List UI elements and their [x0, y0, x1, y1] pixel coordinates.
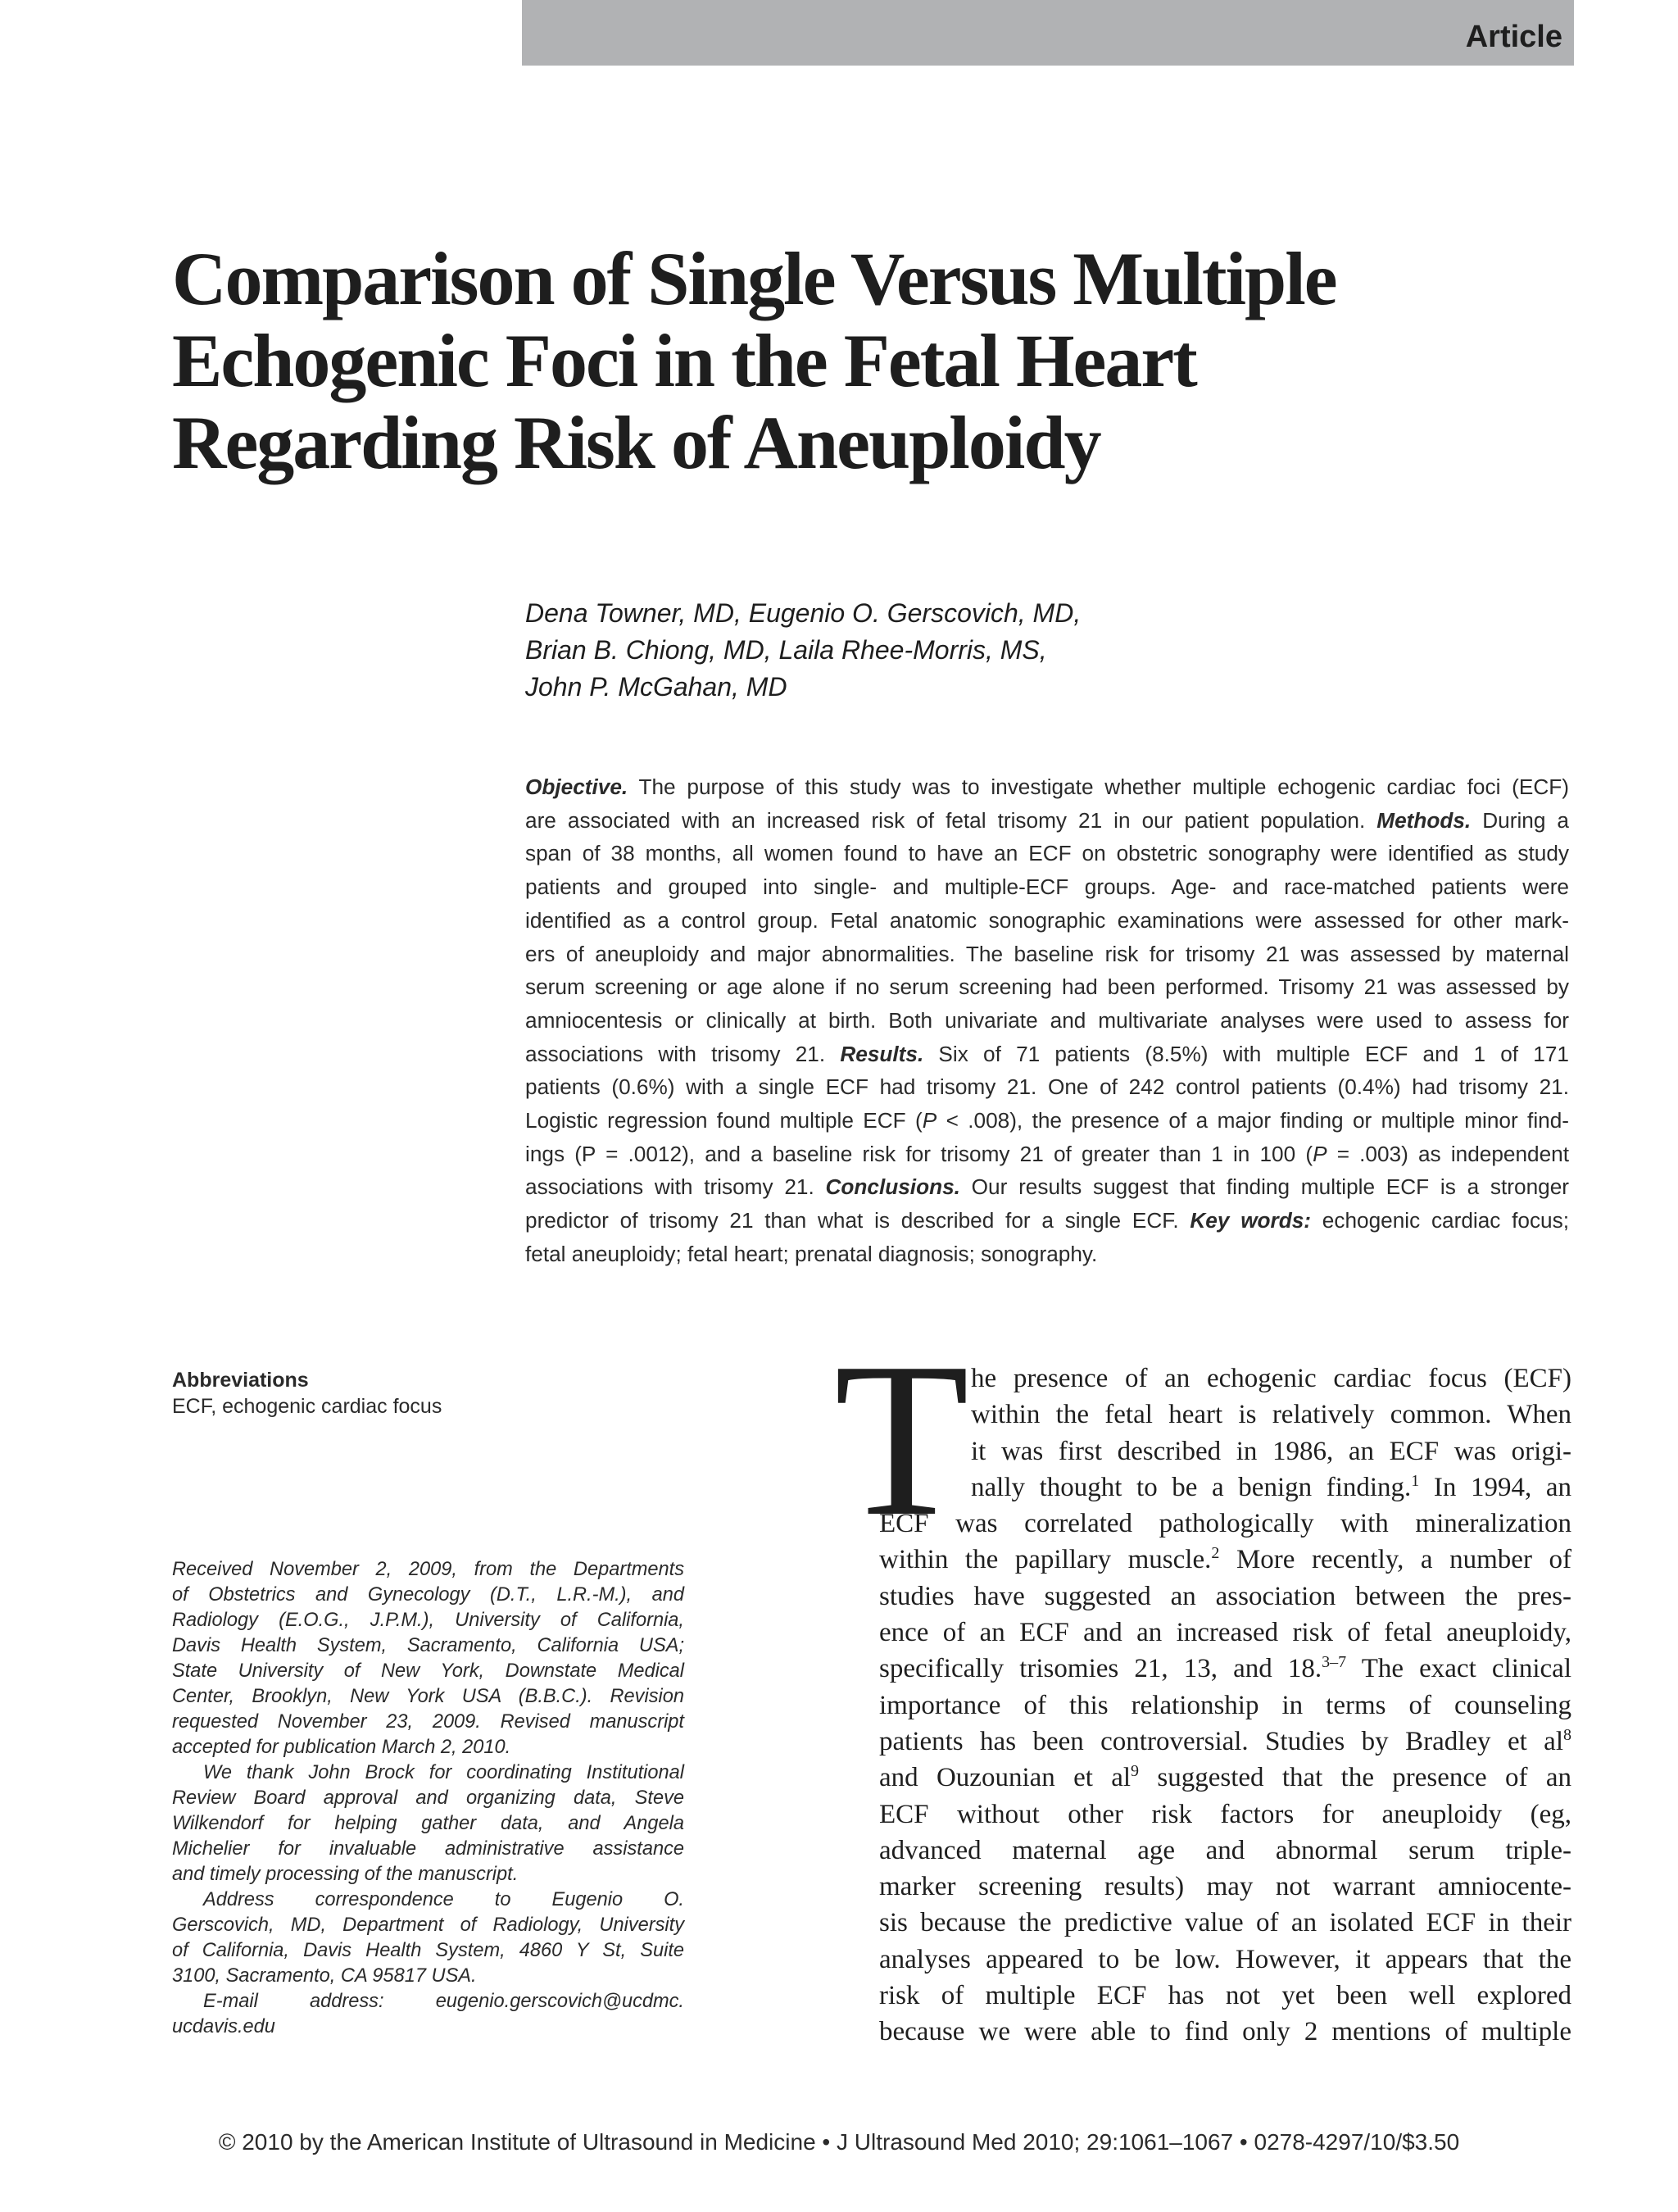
body-line: and Ouzounian et $al^9$ suggested that the presence of an — [879, 1762, 1571, 1793]
note-line: E-mail address: eugenio.gerscovich@ucdmc. — [203, 1991, 684, 2012]
abstract-line: are associated with an increased risk of fetal trisomy 21 in our patient population. Methods. During a — [525, 807, 1569, 833]
body-line: marker screening results) may not warrant amniocente- — [879, 1872, 1571, 1902]
abstract-line: patients (0.6%) with a single ECF had trisomy 21. One of 242 control patients (0.4%) had trisomy 21. — [525, 1074, 1569, 1100]
abstract-line: fetal aneuploidy; fetal heart; prenatal diagnosis; sonography. — [525, 1241, 1098, 1266]
abstract-line: Logistic regression found multiple ECF (P < .008), the presence of a major finding or multiple minor find- — [525, 1108, 1569, 1133]
article-notes — [172, 1557, 684, 2040]
body-line: nally thought to be a benign finding.$^1$ In 1994, an — [971, 1471, 1571, 1502]
page-footer: © 2010 by the American Institute of Ultrasound in Medicine • J Ultrasound Med 2010; 29:1061–1067 • 0278-4297/10/$3.50 — [218, 2129, 1460, 2155]
keyword-methods: Methods. — [1376, 807, 1472, 833]
body-line: advanced maternal age and abnormal serum triple- — [879, 1835, 1571, 1865]
body-line: sis because the predictive value of an isolated ECF in their — [879, 1908, 1571, 1938]
keyword-key-words: Key words: — [1190, 1208, 1312, 1233]
body-line: it was first described in 1986, an ECF was origi- — [971, 1436, 1571, 1466]
author-list — [525, 595, 1081, 706]
note-line: of California, Davis Health System, 4860 Y St, Suite — [172, 1940, 684, 1961]
note-line: Gerscovich, MD, Department of Radiology, University — [172, 1914, 684, 1936]
abstract-line: associations with trisomy 21. Results. Six of 71 patients (8.5%) with multiple ECF and 1 of 171 — [525, 1041, 1569, 1066]
abstract-line: patients and grouped into single- and multiple-ECF groups. Age- and race-matched patients were — [525, 874, 1569, 900]
note-line: We thank John Brock for coordinating Institutional — [203, 1762, 684, 1783]
note-line: Radiology (E.O.G., J.P.M.), University of California, — [172, 1610, 684, 1631]
note-line: of Obstetrics and Gynecology (D.T., L.R.-M.), and — [172, 1584, 684, 1606]
note-line: State University of New York, Downstate Medical — [172, 1660, 684, 1682]
abstract — [525, 770, 1569, 1271]
body-line: ence of an ECF and an increased risk of fetal aneuploidy, — [879, 1618, 1571, 1648]
note-line: Center, Brooklyn, New York USA (B.B.C.). Revision — [172, 1686, 684, 1707]
body-line: risk of multiple ECF has not yet been well explored — [879, 1981, 1571, 2011]
body-line: he presence of an echogenic cardiac focus (ECF) — [971, 1364, 1571, 1393]
note-line: Review Board approval and organizing data, Steve — [172, 1787, 684, 1809]
section-header-bar — [522, 0, 1574, 66]
body-line: studies have suggested an association between the pres- — [879, 1581, 1571, 1611]
body-line: specifically trisomies 21, 13, and 18.$^{3-7}$ The exact clinical — [879, 1653, 1571, 1684]
note-line: Michelier for invaluable administrative assistance — [172, 1838, 684, 1860]
body-line: because we were able to find only 2 mentions of multiple — [879, 2017, 1571, 2047]
abbreviations-heading: Abbreviations — [172, 1369, 309, 1392]
body-line: within the papillary muscle.$^2$ More recently, a number of — [879, 1544, 1572, 1575]
note-line: requested November 23, 2009. Revised manuscript — [172, 1711, 684, 1733]
abstract-line: identified as a control group. Fetal anatomic sonographic examinations were assessed for other mark- — [525, 907, 1569, 933]
abstract-line: span of 38 months, all women found to have an ECF on obstetric sonography were identified as study — [525, 841, 1569, 866]
article-title — [172, 238, 1565, 484]
body-line: analyses appeared to be low. However, it appears that the — [879, 1944, 1571, 1974]
author-line: Brian B. Chiong, MD, Laila Rhee-Morris, MS, — [525, 635, 1047, 665]
title-line: Comparison of Single Versus Multiple — [172, 237, 1336, 320]
body-line: ECF was correlated pathologically with mineralization — [879, 1509, 1571, 1539]
keyword-results: Results. — [840, 1041, 924, 1066]
note-line: ucdavis.edu — [172, 2016, 275, 2037]
abstract-line: associations with trisomy 21. Conclusions. Our results suggest that finding multiple ECF is a stronger — [525, 1174, 1569, 1200]
body-line: patients has been controversial. Studies by Bradley et $al^8$ — [879, 1725, 1571, 1756]
author-line: Dena Towner, MD, Eugenio O. Gerscovich, MD, — [525, 598, 1082, 628]
note-line: Wilkendorf for helping gather data, and Angela — [172, 1813, 684, 1834]
abstract-line: predictor of trisomy 21 than what is described for a single ECF. Key words: echogenic cardiac focus; — [525, 1208, 1569, 1233]
citation-ref: 9 — [1131, 1762, 1140, 1781]
section-label: Article — [1465, 20, 1562, 54]
author-line: John P. McGahan, MD — [525, 672, 787, 702]
abstract-line: ers of aneuploidy and major abnormalities. The baseline risk for trisomy 21 was assessed by maternal — [525, 941, 1569, 966]
body-line: importance of this relationship in terms of counseling — [879, 1690, 1571, 1720]
abbreviations-entry: ECF, echogenic cardiac focus — [172, 1395, 442, 1418]
note-line: Davis Health System, Sacramento, California USA; — [172, 1635, 684, 1656]
body-line: ECF without other risk factors for aneuploidy (eg, — [879, 1799, 1571, 1829]
title-line: Echogenic Foci in the Fetal Heart — [172, 319, 1196, 402]
note-line: Address correspondence to Eugenio O. — [203, 1889, 684, 1910]
citation-ref: 2 — [1211, 1544, 1220, 1563]
keyword-objective: Objective. — [525, 774, 628, 799]
drop-cap: T — [834, 1317, 969, 1562]
body-line: within the fetal heart is relatively common. When — [971, 1400, 1571, 1430]
abstract-line: serum screening or age alone if no serum screening had been performed. Trisomy 21 was assessed by — [525, 974, 1569, 1000]
abstract-line: ings (P = .0012), and a baseline risk for trisomy 21 of greater than 1 in 100 (P = .003) as independent — [525, 1141, 1569, 1166]
abbreviations-box — [172, 1367, 442, 1419]
note-line: 3100, Sacramento, CA 95817 USA. — [172, 1965, 477, 1987]
citation-ref: 8 — [1563, 1725, 1571, 1744]
note-line: Received November 2, 2009, from the Departments — [172, 1559, 684, 1580]
body-column — [879, 1360, 1571, 2051]
note-line: and timely processing of the manuscript. — [172, 1864, 519, 1885]
note-line: accepted for publication March 2, 2010. — [172, 1737, 511, 1758]
citation-ref: 3–7 — [1322, 1653, 1347, 1672]
abstract-line: amniocentesis or clinically at birth. Both univariate and multivariate analyses were used to assess for — [525, 1007, 1569, 1033]
title-line: Regarding Risk of Aneuploidy — [172, 401, 1100, 484]
citation-ref: 1 — [1411, 1471, 1420, 1490]
keyword-conclusions: Conclusions. — [825, 1174, 960, 1200]
abstract-line: Objective. The purpose of this study was to investigate whether multiple echogenic cardiac foci (ECF) — [525, 774, 1569, 799]
